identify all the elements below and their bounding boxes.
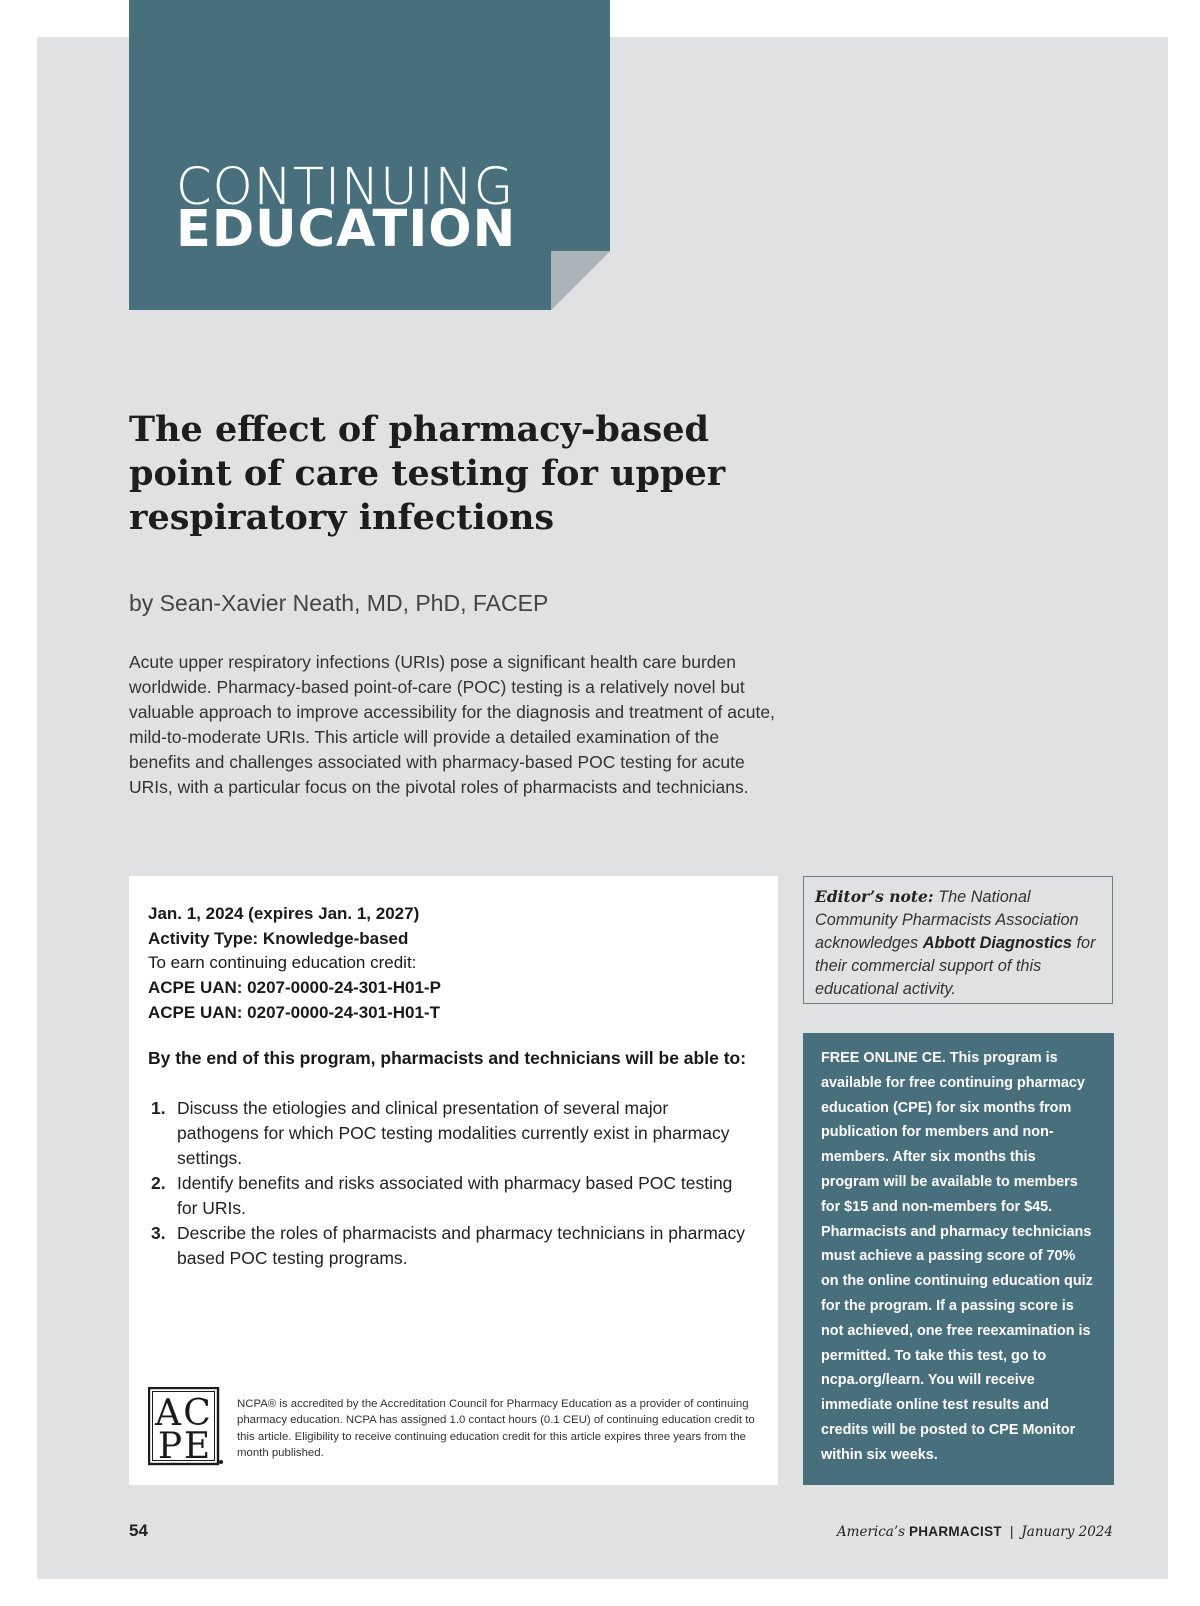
editors-note-sponsor: Abbott Diagnostics bbox=[922, 934, 1072, 952]
footer-masthead bbox=[837, 1523, 1113, 1540]
section-banner bbox=[129, 0, 610, 310]
banner-title-line-2: EDUCATION bbox=[176, 200, 517, 259]
objectives-heading: By the end of this program, pharmacists and technicians will be able to: bbox=[148, 1048, 747, 1068]
free-online-ce-box bbox=[803, 1033, 1114, 1485]
objective-number: 1. bbox=[151, 1098, 166, 1118]
ce-uan-technician: ACPE UAN: 0207-0000-24-301-H01-T bbox=[148, 1002, 440, 1022]
free-online-ce-text: FREE ONLINE CE. This program is available for free continuing pharmacy education (CPE) for six months from publication for members and non-members. After six months this program will be available to members for $15 and non-members for $45. Pharmacists and pharmacy technicians must achieve a passing score of 70% on the online continuing education quiz for the program. If a passing score is not achieved, one free reexamination is permitted. To take this test, go to ncpa.org/learn. You will receive immediate online test results and credits will be posted to CPE Monitor within six weeks. bbox=[821, 1050, 1093, 1463]
ce-details bbox=[148, 902, 441, 1026]
objective-text: Describe the roles of pharmacists and pharmacy technicians in pharmacy based POC testing programs. bbox=[177, 1223, 746, 1268]
objective-number: 2. bbox=[151, 1173, 166, 1193]
objective-item bbox=[148, 1096, 748, 1171]
page-fold-corner bbox=[551, 251, 610, 310]
article-byline: by Sean-Xavier Neath, MD, PhD, FACEP bbox=[129, 590, 549, 616]
footer-magazine-name: PHARMACIST bbox=[908, 1524, 1002, 1539]
objective-text: Identify benefits and risks associated with pharmacy based POC testing for URIs. bbox=[177, 1173, 733, 1218]
objective-item bbox=[148, 1221, 748, 1271]
footer-issue-date: January 2024 bbox=[1021, 1524, 1113, 1540]
footer-magazine-prefix: America’s bbox=[836, 1524, 906, 1540]
editors-note bbox=[803, 876, 1113, 1004]
objective-number: 3. bbox=[151, 1223, 166, 1243]
article-abstract: Acute upper respiratory infections (URIs) pose a significant health care burden worldwide. Pharmacy-based point-of-care (POC) testing is a relatively novel but valuable approach to improve accessibility for the diagnosis and treatment of acute, mild-to-moderate URIs. This article will provide a detailed examination of the benefits and challenges associated with pharmacy-based POC testing for acute URIs, with a particular focus on the pivotal roles of pharmacists and technicians. bbox=[129, 652, 775, 797]
ce-date: Jan. 1, 2024 (expires Jan. 1, 2027) bbox=[148, 904, 420, 923]
page-number: 54 bbox=[129, 1521, 148, 1540]
footer-separator: | bbox=[1009, 1523, 1014, 1539]
acpe-logo bbox=[148, 1387, 224, 1467]
ce-uan-pharmacist: ACPE UAN: 0207-0000-24-301-H01-P bbox=[148, 978, 441, 998]
ce-info-box bbox=[129, 876, 778, 1485]
banner-title-line-1: CONTINUING bbox=[176, 158, 515, 217]
accreditation-statement: NCPA® is accredited by the Accreditation Council for Pharmacy Education as a provider of continuing pharmacy education. NCPA has assigned 1.0 contact hours (0.1 CEU) of continuing education credit to this article. Eligibility to receive continuing education credit for this article expires three years from the month published. bbox=[237, 1398, 755, 1459]
editors-note-text: The National Community Pharmacists Association acknowledges bbox=[815, 888, 1079, 952]
acpe-logo-letter-e: E bbox=[183, 1426, 211, 1467]
acpe-logo-letter-a: A bbox=[155, 1393, 181, 1434]
objectives-list bbox=[148, 1096, 748, 1271]
acpe-logo-letter-p: P bbox=[157, 1426, 183, 1467]
editors-note-text-end: for their commercial support of this educational activity. bbox=[815, 934, 1096, 998]
objective-item bbox=[148, 1171, 748, 1221]
article-title: The effect of pharmacy-based point of care testing for upper respiratory infections bbox=[129, 409, 726, 538]
editors-note-label: Editor’s note: bbox=[815, 887, 934, 906]
acpe-logo-letter-c: C bbox=[183, 1393, 211, 1434]
objective-text: Discuss the etiologies and clinical presentation of several major pathogens for which POC testing modalities currently exist in pharmacy settings. bbox=[177, 1098, 730, 1168]
ce-activity-type: Activity Type: Knowledge-based bbox=[148, 928, 409, 948]
ce-earn-credit: To earn continuing education credit: bbox=[148, 953, 417, 973]
